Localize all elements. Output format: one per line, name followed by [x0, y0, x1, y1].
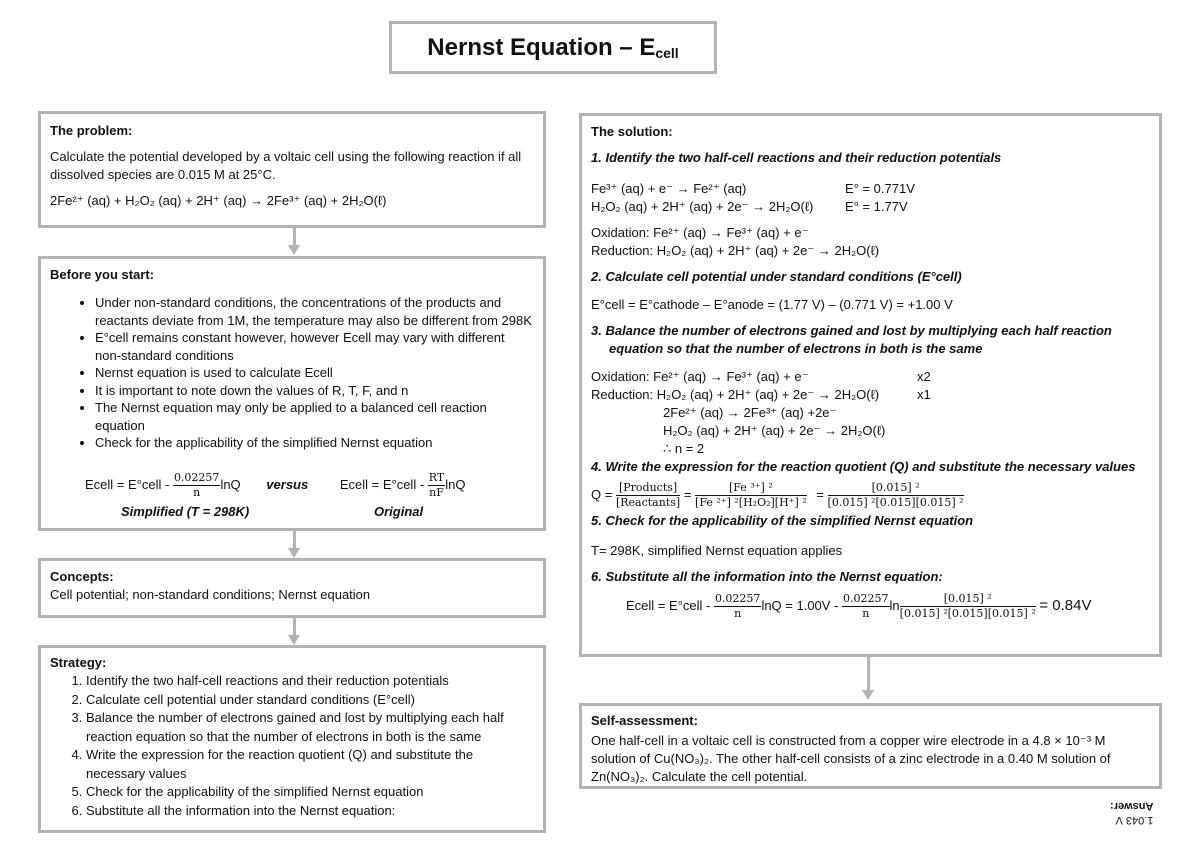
list-item: 5. Check for the applicability of the simplified Nernst equation [86, 783, 534, 802]
problem-box [38, 111, 546, 228]
simplified-eq: Ecell = E°cell - $\frac{0.02257}{n}$ lnQ [85, 471, 241, 499]
list-item: 4. Write the expression for the reaction quotient (Q) and substitute the necessary values [86, 746, 534, 783]
n-value: ∴ n = 2 [663, 441, 705, 456]
final-nernst: Ecell = E°cell - $\frac{0.02257}{n}$ lnQ = 1.00V - $\frac{0.02257}{n}$ ln $\frac{\text{[0.015] ²}}{\text{[0.015] ²[0.015][0.015] ²}}$ = 0.84V [626, 592, 1092, 621]
oxidation-row: Oxidation: Fe²⁺ (aq) → Fe³⁺ (aq) + e⁻ x2 [591, 369, 931, 384]
page-title: Nernst Equation – $E_{cell}$ [427, 34, 679, 61]
strategy-list [50, 672, 534, 820]
arrow-2 [293, 531, 296, 550]
before-box [38, 256, 546, 531]
original-eq: Ecell = E°cell - $\frac{RT}{nF}$ lnQ [339, 471, 466, 499]
balanced-line-1: 2Fe²⁺ (aq) → 2Fe³⁺ (aq) +2e⁻ [663, 405, 837, 420]
oxidation-line: Oxidation: Fe²⁺ (aq) → Fe³⁺ (aq) + e⁻ [591, 225, 809, 240]
strategy-heading: Strategy: [50, 655, 107, 670]
list-item: • Nernst equation is used to calculate Ecell [95, 364, 534, 382]
step-6: 6. Substitute all the information into the Nernst equation: [591, 569, 943, 584]
simplified-label: Simplified (T = 298K) [121, 504, 250, 519]
list-item: • Check for the applicability of the simplified Nernst equation [95, 434, 534, 452]
step-2: 2. Calculate cell potential under standard conditions (E°cell) [591, 269, 962, 284]
reaction-row-1: Fe³⁺ (aq) + e⁻ → Fe²⁺ (aq) E° = 0.771V [591, 181, 915, 196]
concepts-box [38, 558, 546, 618]
list-item: 2. Calculate cell potential under standard conditions (E°cell) [86, 691, 534, 710]
list-item: • It is important to note down the values of R, T, F, and n [95, 382, 534, 400]
reduction-line: Reduction: H₂O₂ (aq) + 2H⁺ (aq) + 2e⁻ → 2H₂O(ℓ) [591, 243, 880, 258]
concepts-heading: Concepts: [50, 569, 114, 584]
balanced-line-2: H₂O₂ (aq) + 2H⁺ (aq) + 2e⁻ → 2H₂O(ℓ) [663, 423, 886, 438]
q-expression: Q = $\frac{\text{[Products]}}{\text{[Reactants]}}$ = $\frac{\text{[Fe ³⁺] ²}}{\text{[Fe ²⁺] ²[H₂O₂][H⁺] ²}}$ = $\frac{\text{[0.015] ²}}{\text{[0.015] ²[0.015][0.015] ²}}$ [591, 481, 964, 510]
arrow-3 [293, 618, 296, 637]
step-3: 3. Balance the number of electrons gained and lost by multiplying each half reaction equation so that the number of electrons in both is the same [591, 323, 1112, 356]
list-item: • E°cell remains constant however, however Ecell may vary with different non-standard conditions [95, 329, 534, 364]
list-item: 3. Balance the number of electrons gained and lost by multiplying each half reaction equation so that the number of electrons in both is the same [86, 709, 534, 746]
list-item: 1. Identify the two half-cell reactions and their reduction potentials [86, 672, 534, 691]
before-heading: Before you start: [50, 267, 155, 282]
nernst-compare [85, 471, 525, 500]
solution-box [579, 113, 1162, 657]
before-list [50, 294, 534, 452]
title-box [389, 21, 717, 74]
original-label: Original [374, 504, 424, 519]
concepts-text: Cell potential; non-standard conditions; Nernst equation [50, 587, 371, 602]
list-item: • The Nernst equation may only be applied to a balanced cell reaction equation [95, 399, 534, 434]
problem-reaction: 2Fe²⁺ (aq) + H₂O₂ (aq) + 2H⁺ (aq) → 2Fe³⁺ (aq) + 2H₂O(ℓ) [50, 193, 387, 208]
arrow-4 [867, 657, 870, 692]
std-cell-potential: E°cell = E°cathode – E°anode = (1.77 V) – (0.771 V) = +1.00 V [591, 297, 953, 312]
solution-heading: The solution: [591, 124, 673, 139]
temperature-note: T= 298K, simplified Nernst equation applies [591, 543, 843, 558]
reaction-row-2: H₂O₂ (aq) + 2H⁺ (aq) + 2e⁻ → 2H₂O(ℓ) E° = 1.77V [591, 199, 908, 214]
arrow-1 [293, 228, 296, 247]
problem-text: Calculate the potential developed by a voltaic cell using the following reaction if all dissolved species are 0.015 M at 25°C. [50, 149, 522, 182]
strategy-box [38, 645, 546, 833]
reduction-row: Reduction: H₂O₂ (aq) + 2H⁺ (aq) + 2e⁻ → 2H₂O(ℓ) x1 [591, 387, 931, 402]
step-4: 4. Write the expression for the reaction quotient (Q) and substitute the necessary values [591, 459, 1136, 474]
step-5: 5. Check for the applicability of the simplified Nernst equation [591, 513, 974, 528]
answer-upside-down: 1.043 V Answer: [1110, 800, 1154, 826]
problem-heading: The problem: [50, 123, 133, 138]
list-item: 6. Substitute all the information into the Nernst equation: [86, 802, 534, 821]
versus-label: versus [266, 476, 309, 492]
self-text: One half-cell in a voltaic cell is constructed from a copper wire electrode in a 4.8 × 10⁻³ M solution of Cu(NO₃)₂. The other half-cell consists of a zinc electrode in a 0.40 M solution of Zn(NO₃)₂. Calculate the cell potential. [591, 733, 1111, 784]
self-assessment-box [579, 703, 1162, 789]
self-heading: Self-assessment: [591, 713, 698, 728]
list-item: • Under non-standard conditions, the concentrations of the products and reactants deviate from 1M, the temperature may also be different from 298K [95, 294, 534, 329]
step-1: 1. Identify the two half-cell reactions and their reduction potentials [591, 150, 1002, 165]
